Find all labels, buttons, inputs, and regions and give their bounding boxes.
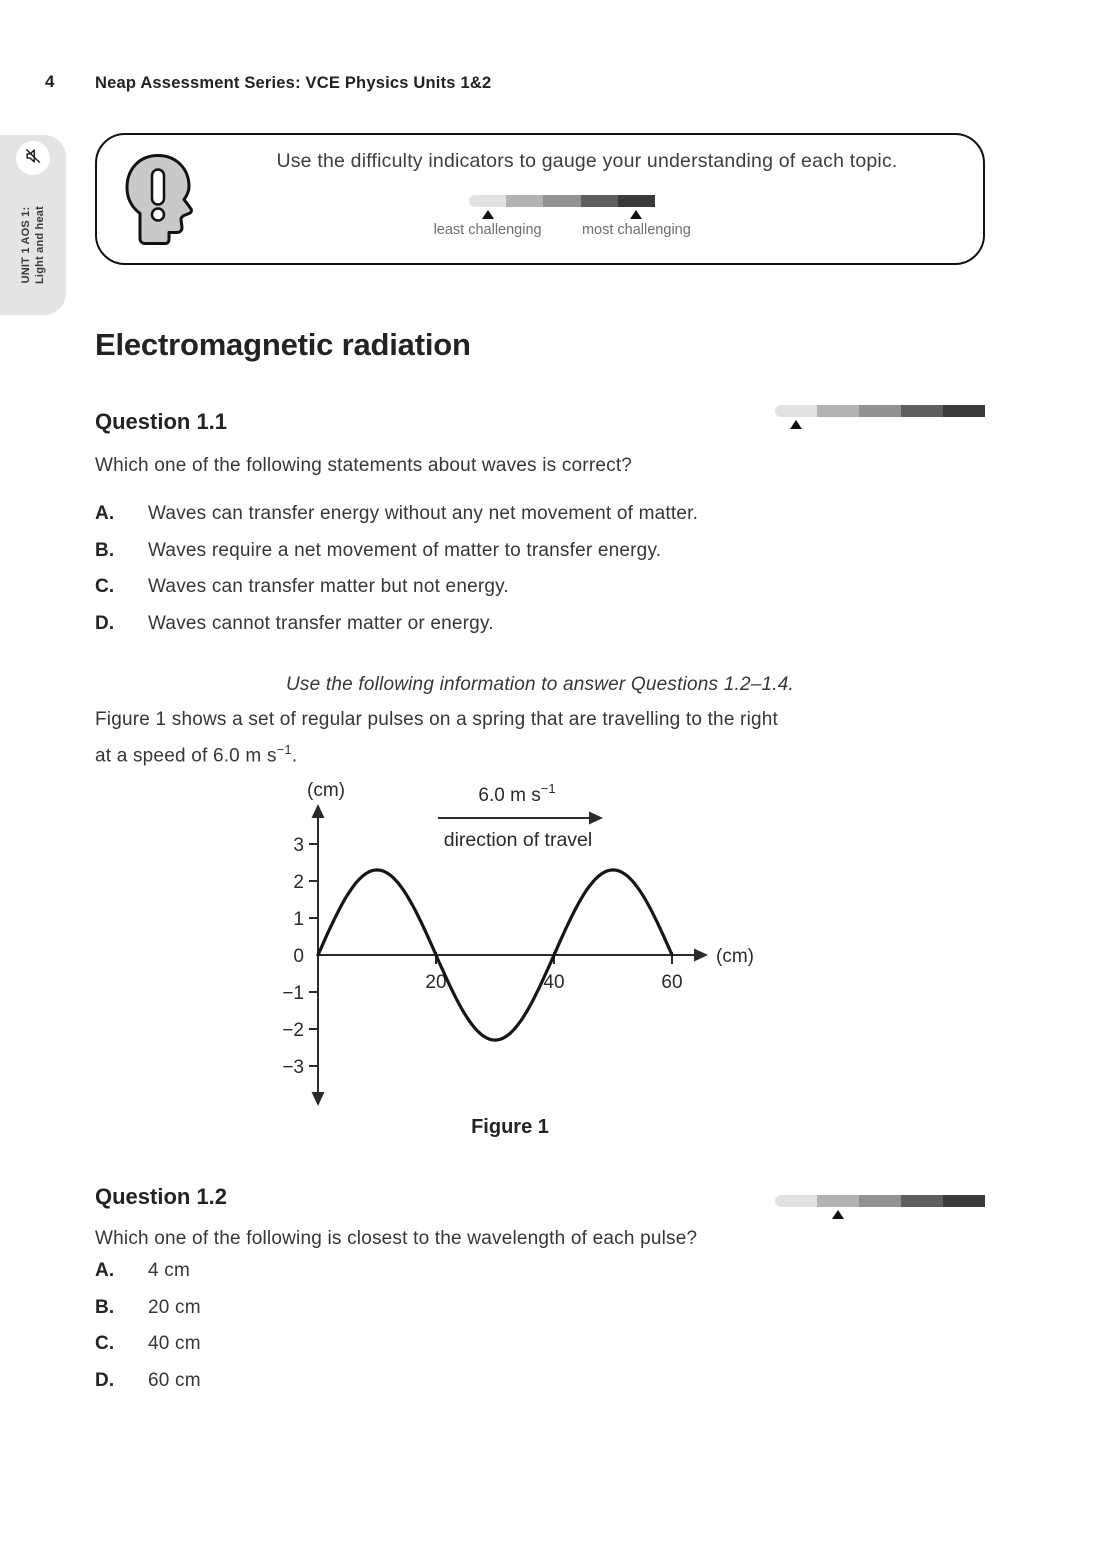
- difficulty-segment: [775, 405, 817, 417]
- difficulty-scale: [433, 195, 691, 238]
- svg-text:0: 0: [293, 946, 304, 967]
- stimulus-line1: Figure 1 shows a set of regular pulses on a spring that are travelling to the right: [95, 709, 779, 730]
- option-text: Waves cannot transfer matter or energy.: [148, 613, 494, 634]
- muted-speaker-icon: [23, 146, 43, 171]
- alert-head-icon: [121, 152, 195, 253]
- option-text: 20 cm: [148, 1297, 201, 1318]
- difficulty-segment: [618, 195, 655, 207]
- option-letter: C.: [95, 1333, 115, 1354]
- difficulty-marker-icon: [832, 1210, 844, 1219]
- sidebar-icon-circle: [16, 141, 50, 175]
- option-letter: A.: [95, 1260, 115, 1281]
- question-1-2-difficulty-bar: [775, 1195, 985, 1207]
- unit-tab-line1: UNIT 1 AOS 1:: [20, 206, 32, 284]
- option-text: 60 cm: [148, 1370, 201, 1391]
- most-challenging-label: most challenging: [581, 222, 691, 238]
- option-letter: B.: [95, 540, 115, 561]
- least-challenging-label: least challenging: [433, 222, 542, 238]
- difficulty-segment: [901, 1195, 943, 1207]
- difficulty-callout-box: [95, 133, 985, 265]
- difficulty-segment: [469, 195, 506, 207]
- svg-text:6.0 m s−1: 6.0 m $s^{-1}$: [478, 781, 556, 806]
- option-row: [95, 1260, 190, 1282]
- question-1-1-difficulty-bar: [775, 405, 985, 417]
- difficulty-marker-icon: [482, 210, 494, 219]
- difficulty-segment: [581, 195, 618, 207]
- difficulty-segment: [506, 195, 543, 207]
- difficulty-segment: [859, 1195, 901, 1207]
- option-letter: A.: [95, 503, 115, 524]
- section-title: Electromagnetic radiation: [95, 327, 471, 362]
- option-letter: C.: [95, 576, 115, 597]
- option-row: [95, 1370, 201, 1392]
- svg-text:2: 2: [293, 872, 304, 893]
- option-text: 40 cm: [148, 1333, 201, 1354]
- svg-text:(cm): (cm): [307, 780, 345, 801]
- difficulty-segment: [543, 195, 580, 207]
- svg-text:3: 3: [293, 835, 304, 856]
- option-row: [95, 1333, 201, 1355]
- stimulus-paragraph: [95, 705, 778, 771]
- option-text: Waves can transfer energy without any net movement of matter.: [148, 503, 699, 524]
- option-row: [95, 503, 698, 525]
- svg-text:−3: −3: [282, 1057, 304, 1078]
- question-1-2-text: Which one of the following is closest to the wavelength of each pulse?: [95, 1228, 698, 1249]
- option-letter: B.: [95, 1297, 115, 1318]
- svg-text:−1: −1: [282, 983, 304, 1004]
- unit-tab-label: [19, 206, 47, 284]
- page-number: 4: [45, 72, 55, 91]
- stimulus-instruction: Use the following information to answer Questions 1.2–1.4.: [286, 674, 794, 695]
- page-header-title: Neap Assessment Series: VCE Physics Units 1&2: [95, 74, 492, 92]
- svg-text:−2: −2: [282, 1020, 304, 1041]
- option-letter: D.: [95, 613, 115, 634]
- option-row: [95, 1297, 201, 1319]
- option-row: [95, 540, 661, 562]
- difficulty-segment: [943, 1195, 985, 1207]
- option-text: Waves require a net movement of matter to transfer energy.: [148, 540, 662, 561]
- callout-text: Use the difficulty indicators to gauge your understanding of each topic.: [276, 150, 898, 172]
- option-row: [95, 613, 494, 635]
- figure-1-caption: Figure 1: [471, 1116, 549, 1138]
- svg-text:direction of travel: direction of travel: [443, 829, 593, 851]
- svg-text:60: 60: [661, 972, 683, 993]
- question-1-2-title: Question 1.2: [95, 1184, 228, 1209]
- difficulty-segment: [859, 405, 901, 417]
- question-1-1-title: Question 1.1: [95, 409, 228, 434]
- svg-text:1: 1: [293, 909, 304, 930]
- difficulty-segment: [901, 405, 943, 417]
- difficulty-segment: [943, 405, 985, 417]
- figure-1-plot: [250, 770, 770, 1112]
- question-1-1-text: Which one of the following statements about waves is correct?: [95, 455, 633, 476]
- option-text: 4 cm: [148, 1260, 190, 1281]
- difficulty-bar: [469, 195, 655, 207]
- svg-text:20: 20: [425, 972, 447, 993]
- difficulty-segment: [775, 1195, 817, 1207]
- difficulty-marker-icon: [790, 420, 802, 429]
- option-letter: D.: [95, 1370, 115, 1391]
- stimulus-line2: at a speed of 6.0 m $s^{-1}$.: [95, 742, 298, 767]
- sidebar-unit-tab: [0, 135, 66, 315]
- option-row: [95, 576, 509, 598]
- superscript: −1: [276, 742, 292, 757]
- difficulty-segment: [817, 1195, 859, 1207]
- svg-text:40: 40: [543, 972, 565, 993]
- unit-tab-line2: Light and heat: [34, 206, 46, 284]
- svg-text:(cm): (cm): [716, 946, 754, 967]
- option-text: Waves can transfer matter but not energy.: [148, 576, 509, 597]
- difficulty-marker-icon: [630, 210, 642, 219]
- difficulty-segment: [817, 405, 859, 417]
